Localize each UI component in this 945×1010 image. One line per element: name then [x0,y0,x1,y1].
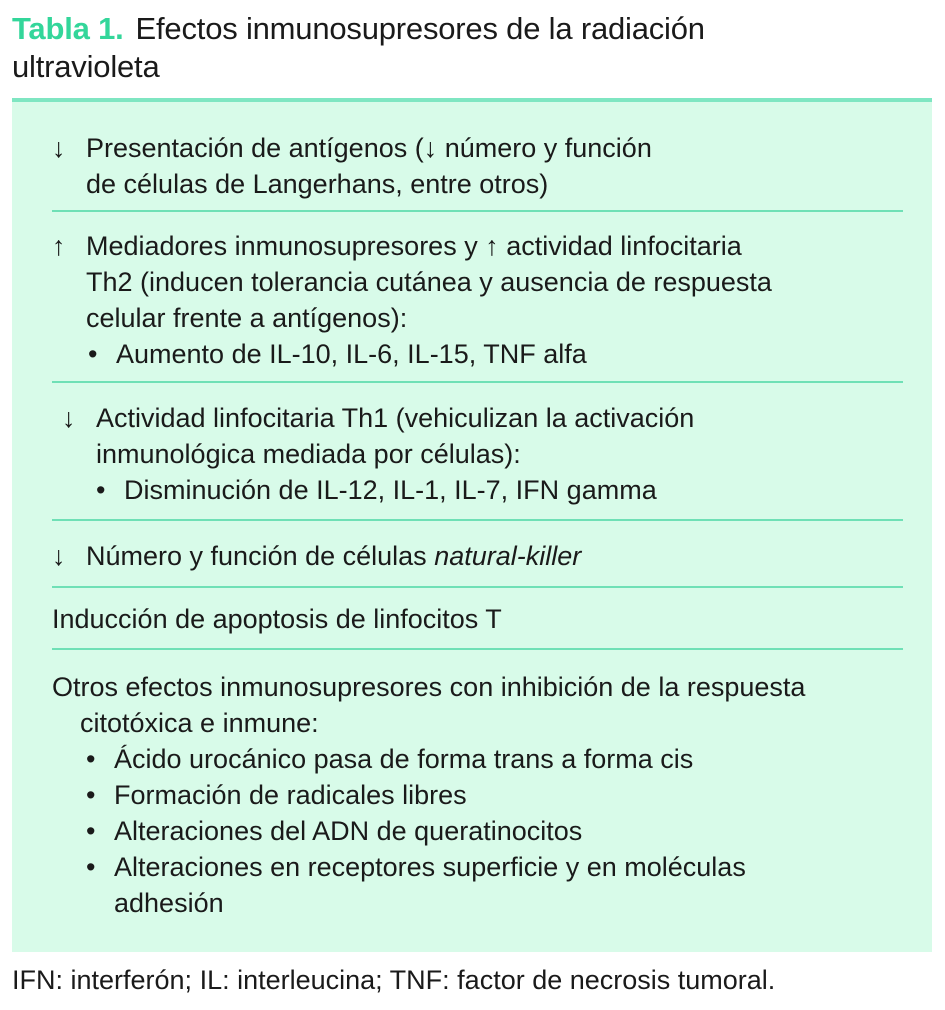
table-footnote: IFN: interferón; IL: interleucina; TNF: factor de necrosis tumoral. [12,965,776,995]
up-arrow-icon: ↑ [52,231,66,261]
list-item [52,849,902,885]
row-divider [52,648,903,650]
row-text: Actividad linfocitaria Th1 (vehiculizan la activación [96,403,695,433]
row-text: Número y función de células [86,541,435,571]
row-text: Th2 (inducen tolerancia cutánea y ausencia de respuesta [86,267,772,297]
bullet-icon: • [88,339,98,369]
bullet-icon: • [86,816,96,846]
bullet-icon: • [86,744,96,774]
row-text: Otros efectos inmunosupresores con inhibición de la respuesta [52,672,806,702]
row-text: celular frente a antígenos): [86,303,408,333]
bullet-icon: • [86,780,96,810]
bullet-icon: • [86,852,96,882]
list-item-text: Alteraciones del ADN de queratinocitos [114,816,583,846]
list-item [52,813,902,849]
down-arrow-icon: ↓ [62,403,76,433]
bullet-icon: • [96,475,106,505]
table-title [12,10,932,86]
row-text: Presentación de antígenos (↓ número y función [86,133,652,163]
list-item [52,741,902,777]
table-row-th1-activity [62,400,912,508]
list-item [62,472,912,508]
row-text-italic: natural-killer [434,541,582,571]
row-text: Mediadores inmunosupresores y ↑ actividad linfocitaria [86,231,742,261]
list-item-continuation: adhesión [114,888,224,918]
row-divider [52,586,903,588]
table-row-antigen-presentation [52,130,902,202]
table-row-immunosuppressive-mediators [52,228,902,372]
row-divider [52,210,903,212]
table-label: Tabla 1. [12,11,124,46]
list-item-text: Alteraciones en receptores superficie y en moléculas [114,852,746,882]
row-divider [52,519,903,521]
down-arrow-icon: ↓ [52,133,66,163]
table-row-nk-cells [52,538,902,574]
table-row-apoptosis [52,601,902,637]
table-row-other-effects [52,669,902,921]
list-item-text: Disminución de IL-12, IL-1, IL-7, IFN gamma [124,475,657,505]
row-text: de células de Langerhans, entre otros) [86,169,549,199]
list-item [52,777,902,813]
row-divider [52,381,903,383]
list-item-text: Aumento de IL-10, IL-6, IL-15, TNF alfa [116,339,587,369]
table-title-line2: ultravioleta [12,49,160,84]
list-item [52,336,902,372]
row-text: Inducción de apoptosis de linfocitos T [52,604,502,634]
down-arrow-icon: ↓ [52,541,66,571]
list-item-text: Formación de radicales libres [114,780,467,810]
row-text: inmunológica mediada por células): [96,439,521,469]
table-body [12,102,932,952]
row-text: citotóxica e inmune: [80,708,319,738]
table-title-line1: Efectos inmunosupresores de la radiación [135,11,705,46]
list-item-text: Ácido urocánico pasa de forma trans a forma cis [114,744,694,774]
